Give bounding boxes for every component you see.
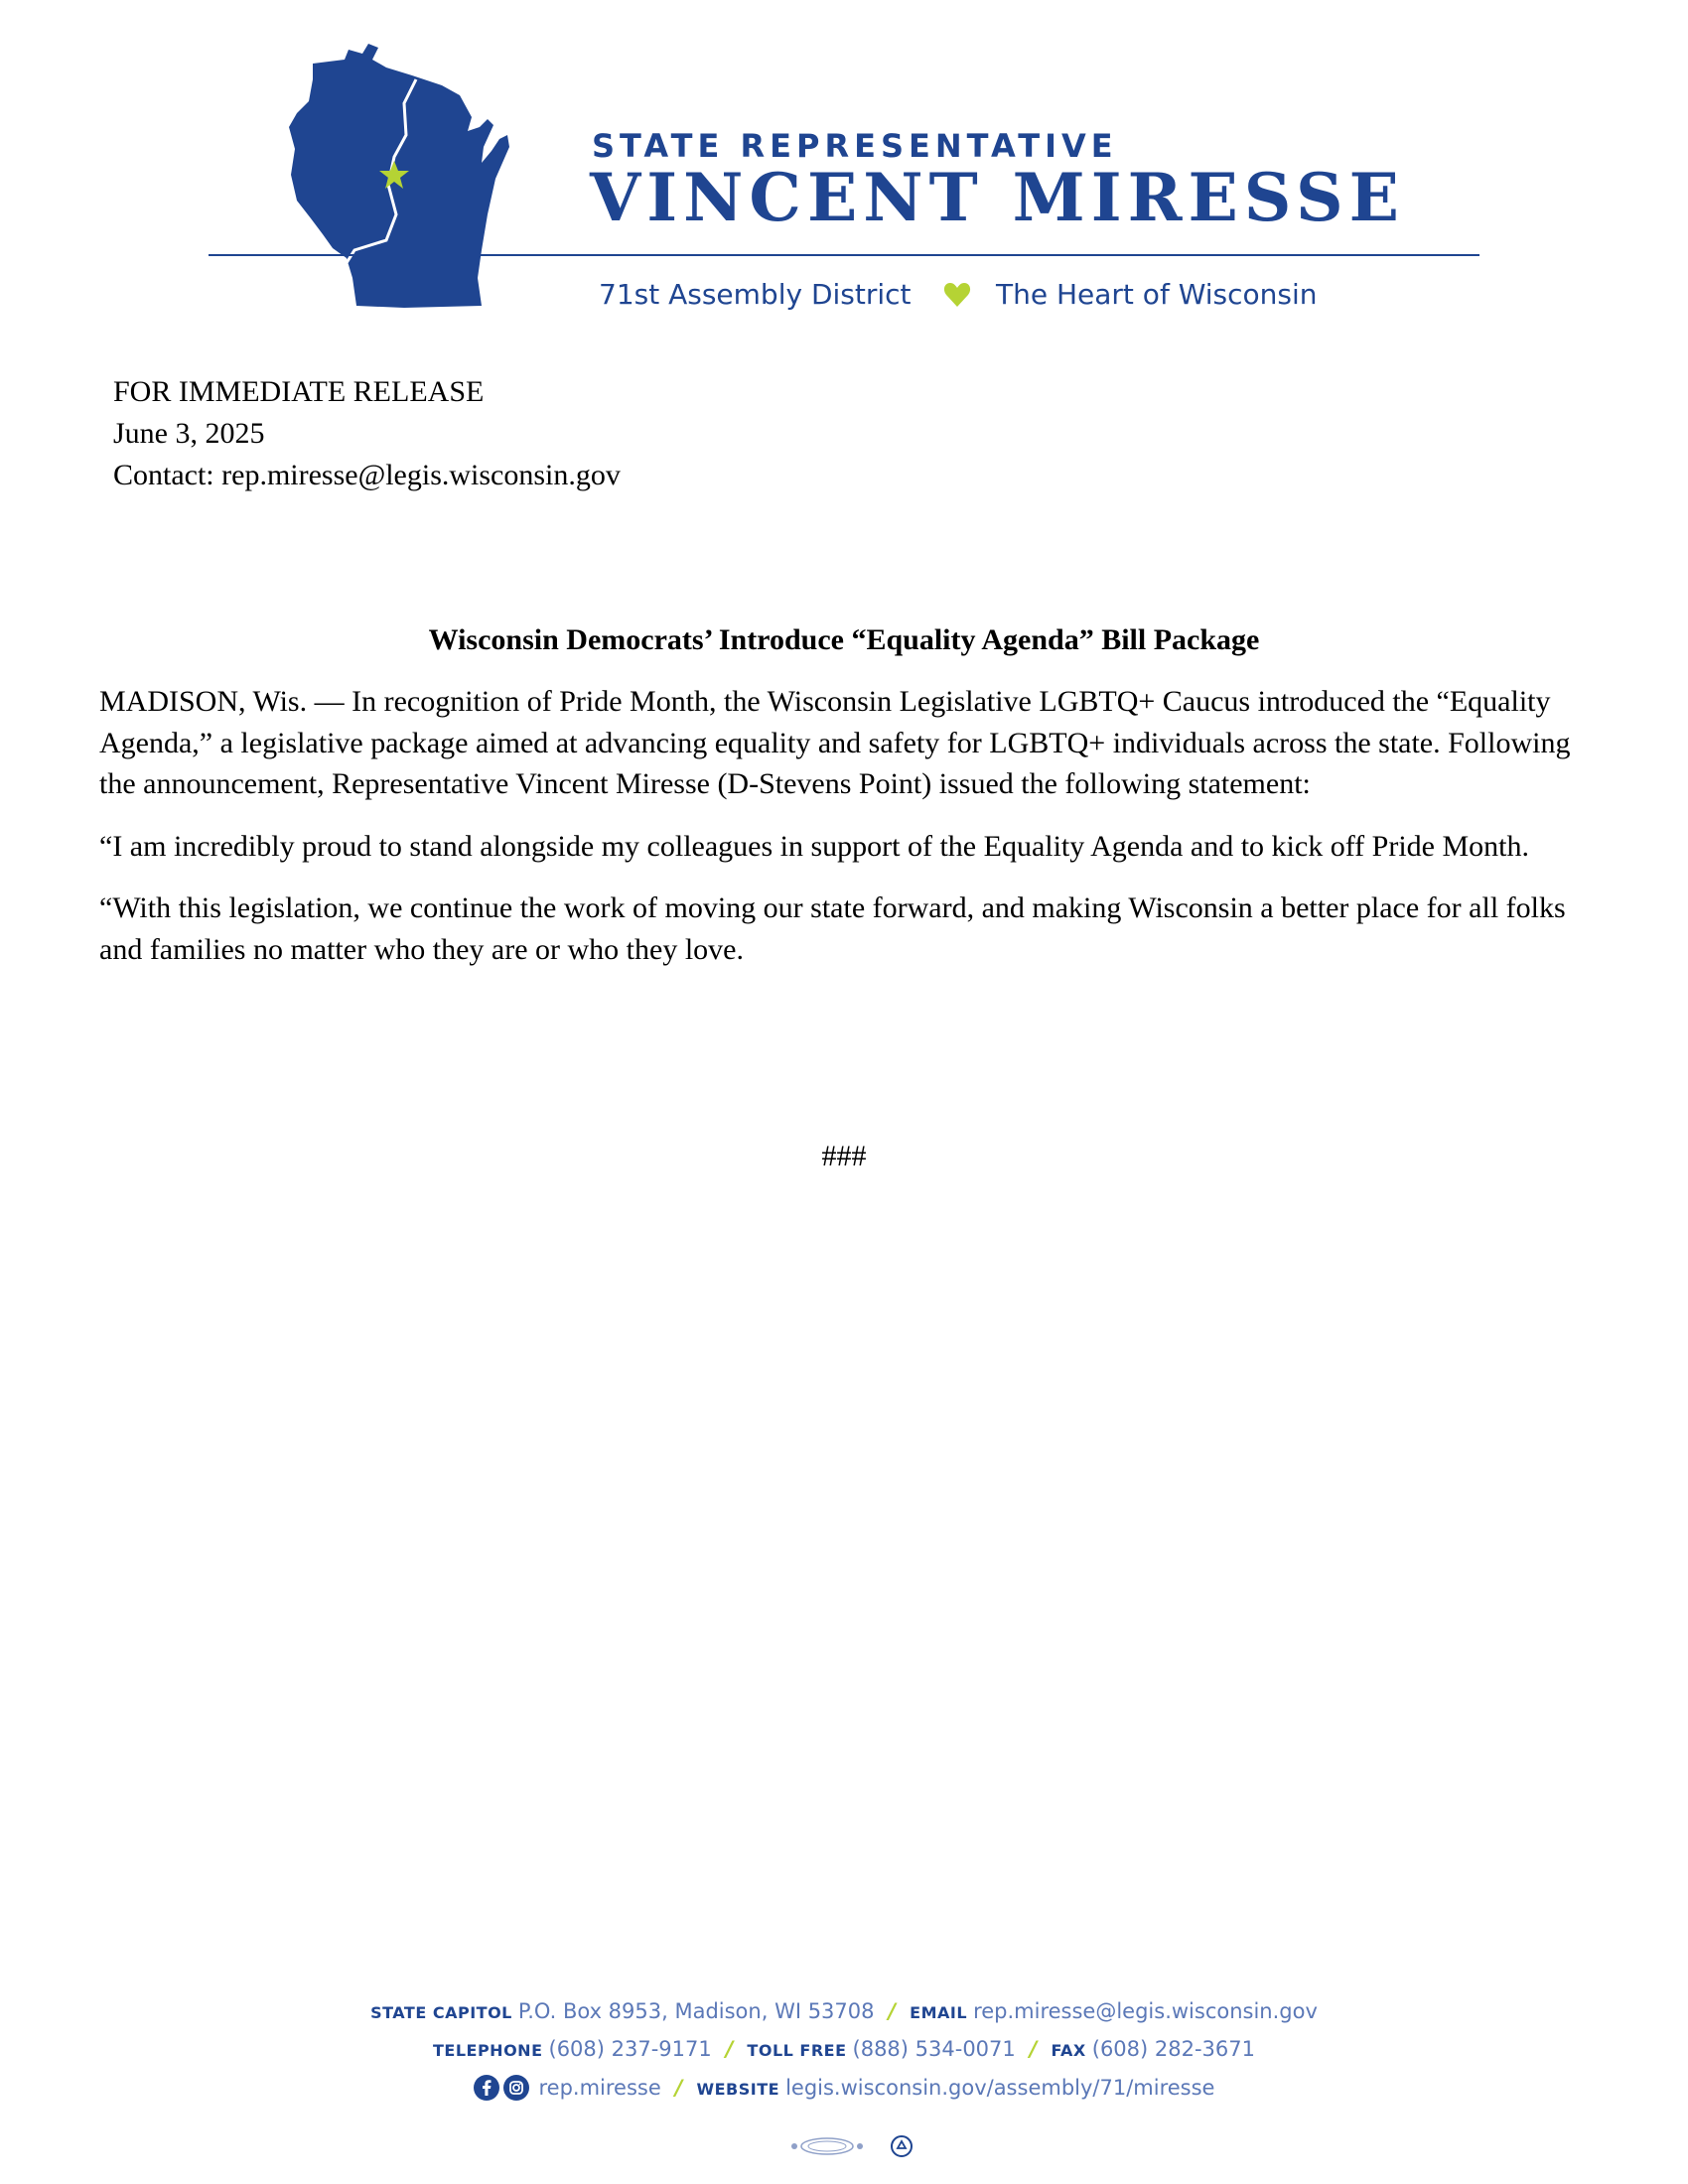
release-date: June 3, 2025 xyxy=(113,417,265,450)
email-link[interactable]: rep.miresse@legis.wisconsin.gov xyxy=(973,1999,1318,2023)
separator: / xyxy=(674,2076,683,2100)
representative-name: VINCENT MIRESSE xyxy=(590,159,1405,236)
body-paragraph: “I am incredibly proud to stand alongside my colleagues in support of the Equality Agenda and to kick off Pride Month. xyxy=(99,829,1529,863)
email-label: EMAIL xyxy=(910,2003,968,2022)
body-paragraph: MADISON, Wis. — In recognition of Pride Month, the Wisconsin Legislative LGBTQ+ Caucus introduced the “Equality Agenda,” a legislative package aimed at advancing equality and safety for LGBTQ+ individuals across the state. Following the announcement, Representative Vincent Miresse (D-Stevens Point) issued the following statement: xyxy=(99,685,1571,800)
footer-line xyxy=(0,2075,1688,2101)
letterhead-rule xyxy=(209,254,1479,256)
press-release-headline: Wisconsin Democrats’ Introduce “Equality Agenda” Bill Package xyxy=(428,623,1260,656)
body-paragraph: “With this legislation, we continue the work of moving our state forward, and making Wisconsin a better place for all folks and families no matter who they are or who they love. xyxy=(99,891,1566,966)
press-release-body xyxy=(99,681,1599,991)
release-header xyxy=(113,371,621,496)
toll-free-label: TOLL FREE xyxy=(747,2041,847,2060)
separator: / xyxy=(725,2037,734,2061)
end-mark: ### xyxy=(821,1140,867,1172)
social-handle[interactable]: rep.miresse xyxy=(538,2076,661,2100)
letterhead-title: STATE REPRESENTATIVE xyxy=(592,127,1118,165)
district-label: 71st Assembly District xyxy=(599,278,912,311)
facebook-icon[interactable] xyxy=(474,2075,499,2101)
telephone-number: (608) 237-9171 xyxy=(548,2037,712,2061)
footer-line xyxy=(0,1999,1688,2023)
union-bug-icon xyxy=(788,2134,866,2158)
letterhead xyxy=(0,0,1688,328)
toll-free-number: (888) 534-0071 xyxy=(852,2037,1016,2061)
telephone-label: TELEPHONE xyxy=(432,2041,543,2060)
recycle-icon xyxy=(890,2134,914,2158)
footer-line xyxy=(0,2037,1688,2061)
separator: / xyxy=(1029,2037,1038,2061)
footer-seals xyxy=(0,2134,1688,2158)
fax-number: (608) 282-3671 xyxy=(1091,2037,1255,2061)
heart-icon xyxy=(943,282,971,308)
release-status: FOR IMMEDIATE RELEASE xyxy=(113,375,485,408)
fax-label: FAX xyxy=(1051,2041,1086,2060)
capitol-label: STATE CAPITOL xyxy=(370,2003,512,2022)
wisconsin-map-icon xyxy=(283,40,556,313)
instagram-icon[interactable] xyxy=(503,2075,529,2101)
website-link[interactable]: legis.wisconsin.gov/assembly/71/miresse xyxy=(785,2076,1215,2100)
website-label: WEBSITE xyxy=(696,2080,780,2099)
capitol-address: P.O. Box 8953, Madison, WI 53708 xyxy=(517,1999,875,2023)
motto-label: The Heart of Wisconsin xyxy=(996,278,1318,311)
separator: / xyxy=(888,1999,897,2023)
release-contact: Contact: rep.miresse@legis.wisconsin.gov xyxy=(113,459,621,491)
